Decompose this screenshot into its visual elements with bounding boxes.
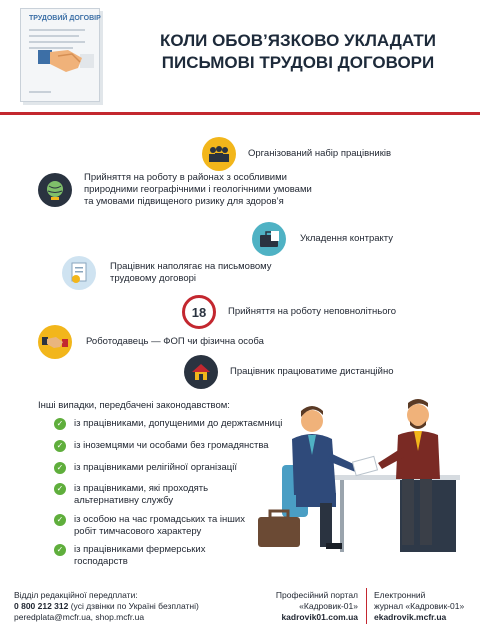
case-item [54,418,282,430]
item-text-line: Працівник наполягає на письмовому [110,261,272,272]
case-text [74,544,206,568]
case-item [54,440,269,452]
check-icon: ✓ [54,440,66,452]
footer-subscription [14,590,199,623]
footer-portal [262,590,358,623]
footer-divider [366,588,367,624]
item-written-request [62,256,272,290]
check-icon: ✓ [54,544,66,556]
item-text-line: трудовому договорі [110,273,197,284]
footer-text: Професійний портал [275,590,358,600]
item-text: Роботодавець — ФОП чи фізична особа [86,336,264,347]
case-item [54,544,206,568]
item-text: Працівник працюватиме дистанційно [230,366,394,377]
item-special-conditions [38,172,312,208]
case-text [74,483,208,507]
item-text: Організований набір працівників [248,148,392,159]
age-badge: 18 [191,304,207,320]
check-icon: ✓ [54,514,66,526]
item-employer-fop [38,325,264,359]
workers-group-icon [202,137,236,171]
case-text-line: альтернативну службу [74,495,174,506]
case-text [74,440,269,452]
footer-phone[interactable]: 0 800 212 312 [14,601,69,611]
case-text [74,514,245,538]
item-text: Прийняття на роботу неповнолітнього [228,306,397,317]
globe-icon [38,173,72,207]
age-18-icon [182,295,216,329]
item-text [110,261,272,285]
header [0,0,480,112]
briefcase-icon [252,222,286,256]
check-icon: ✓ [54,418,66,430]
document-label: ТРУДОВИЙ ДОГОВІР [29,15,101,22]
case-text-line: робіт тимчасового характеру [74,526,202,537]
house-icon [184,355,218,389]
footer-text: Електронний [374,590,426,600]
case-text-line: із працівниками, допущеними до держтаємниці [74,418,283,429]
footer-portal-link[interactable]: kadrovik01.com.ua [281,612,358,622]
title-line-2: ПИСЬМОВІ ТРУДОВІ ДОГОВОРИ [161,53,435,72]
case-item [54,462,237,474]
case-item [54,483,208,507]
item-organized-recruitment [202,137,391,171]
item-text [84,172,312,208]
check-icon: ✓ [54,462,66,474]
footer-email-link[interactable]: peredplata@mcfr.ua, shop.mcfr.ua [14,612,145,622]
case-text-line: із працівниками фермерських [74,544,206,555]
item-text-line: природними географічними і геологічними умовами [84,184,312,195]
title-line-1: КОЛИ ОБОВ’ЯЗКОВО УКЛАДАТИ [160,31,436,50]
case-text-line: із працівниками релігійної організації [74,462,237,473]
case-text-line: із іноземцями чи особами без громадянства [74,440,269,451]
item-text-line: Прийняття на роботу в районах з особливими [84,172,287,183]
item-text: Укладення контракту [300,233,393,244]
footer-phone-line [14,601,199,612]
header-divider [0,112,480,115]
document-icon [62,256,96,290]
footer-text: (усі дзвінки по Україні безплатні) [68,601,199,611]
other-cases-title: Інші випадки, передбачені законодавством: [38,400,230,411]
case-text-line: із особою на час громадських та інших [74,514,245,525]
footer-text: журнал «Кадровик-01» [374,601,465,611]
case-text [74,462,237,474]
footer-journal [374,590,464,623]
item-text-line: та умовами підвищеного ризику для здоров’я [84,196,284,207]
case-item [54,514,245,538]
item-contract [252,222,393,256]
handshake-icon [38,44,94,76]
item-minor [182,295,396,329]
footer-journal-link[interactable]: ekadrovik.mcfr.ua [374,612,447,622]
case-text-line: господарств [74,556,128,567]
page-title [128,30,468,74]
handshake-icon [38,325,72,359]
footer-text: «Кадровик-01» [299,601,358,611]
check-icon: ✓ [54,483,66,495]
case-text-line: із працівниками, які проходять [74,483,209,494]
footer-text: Відділ редакційної передплати: [14,590,138,600]
business-meeting-illustration [250,395,480,565]
item-remote [184,355,394,389]
